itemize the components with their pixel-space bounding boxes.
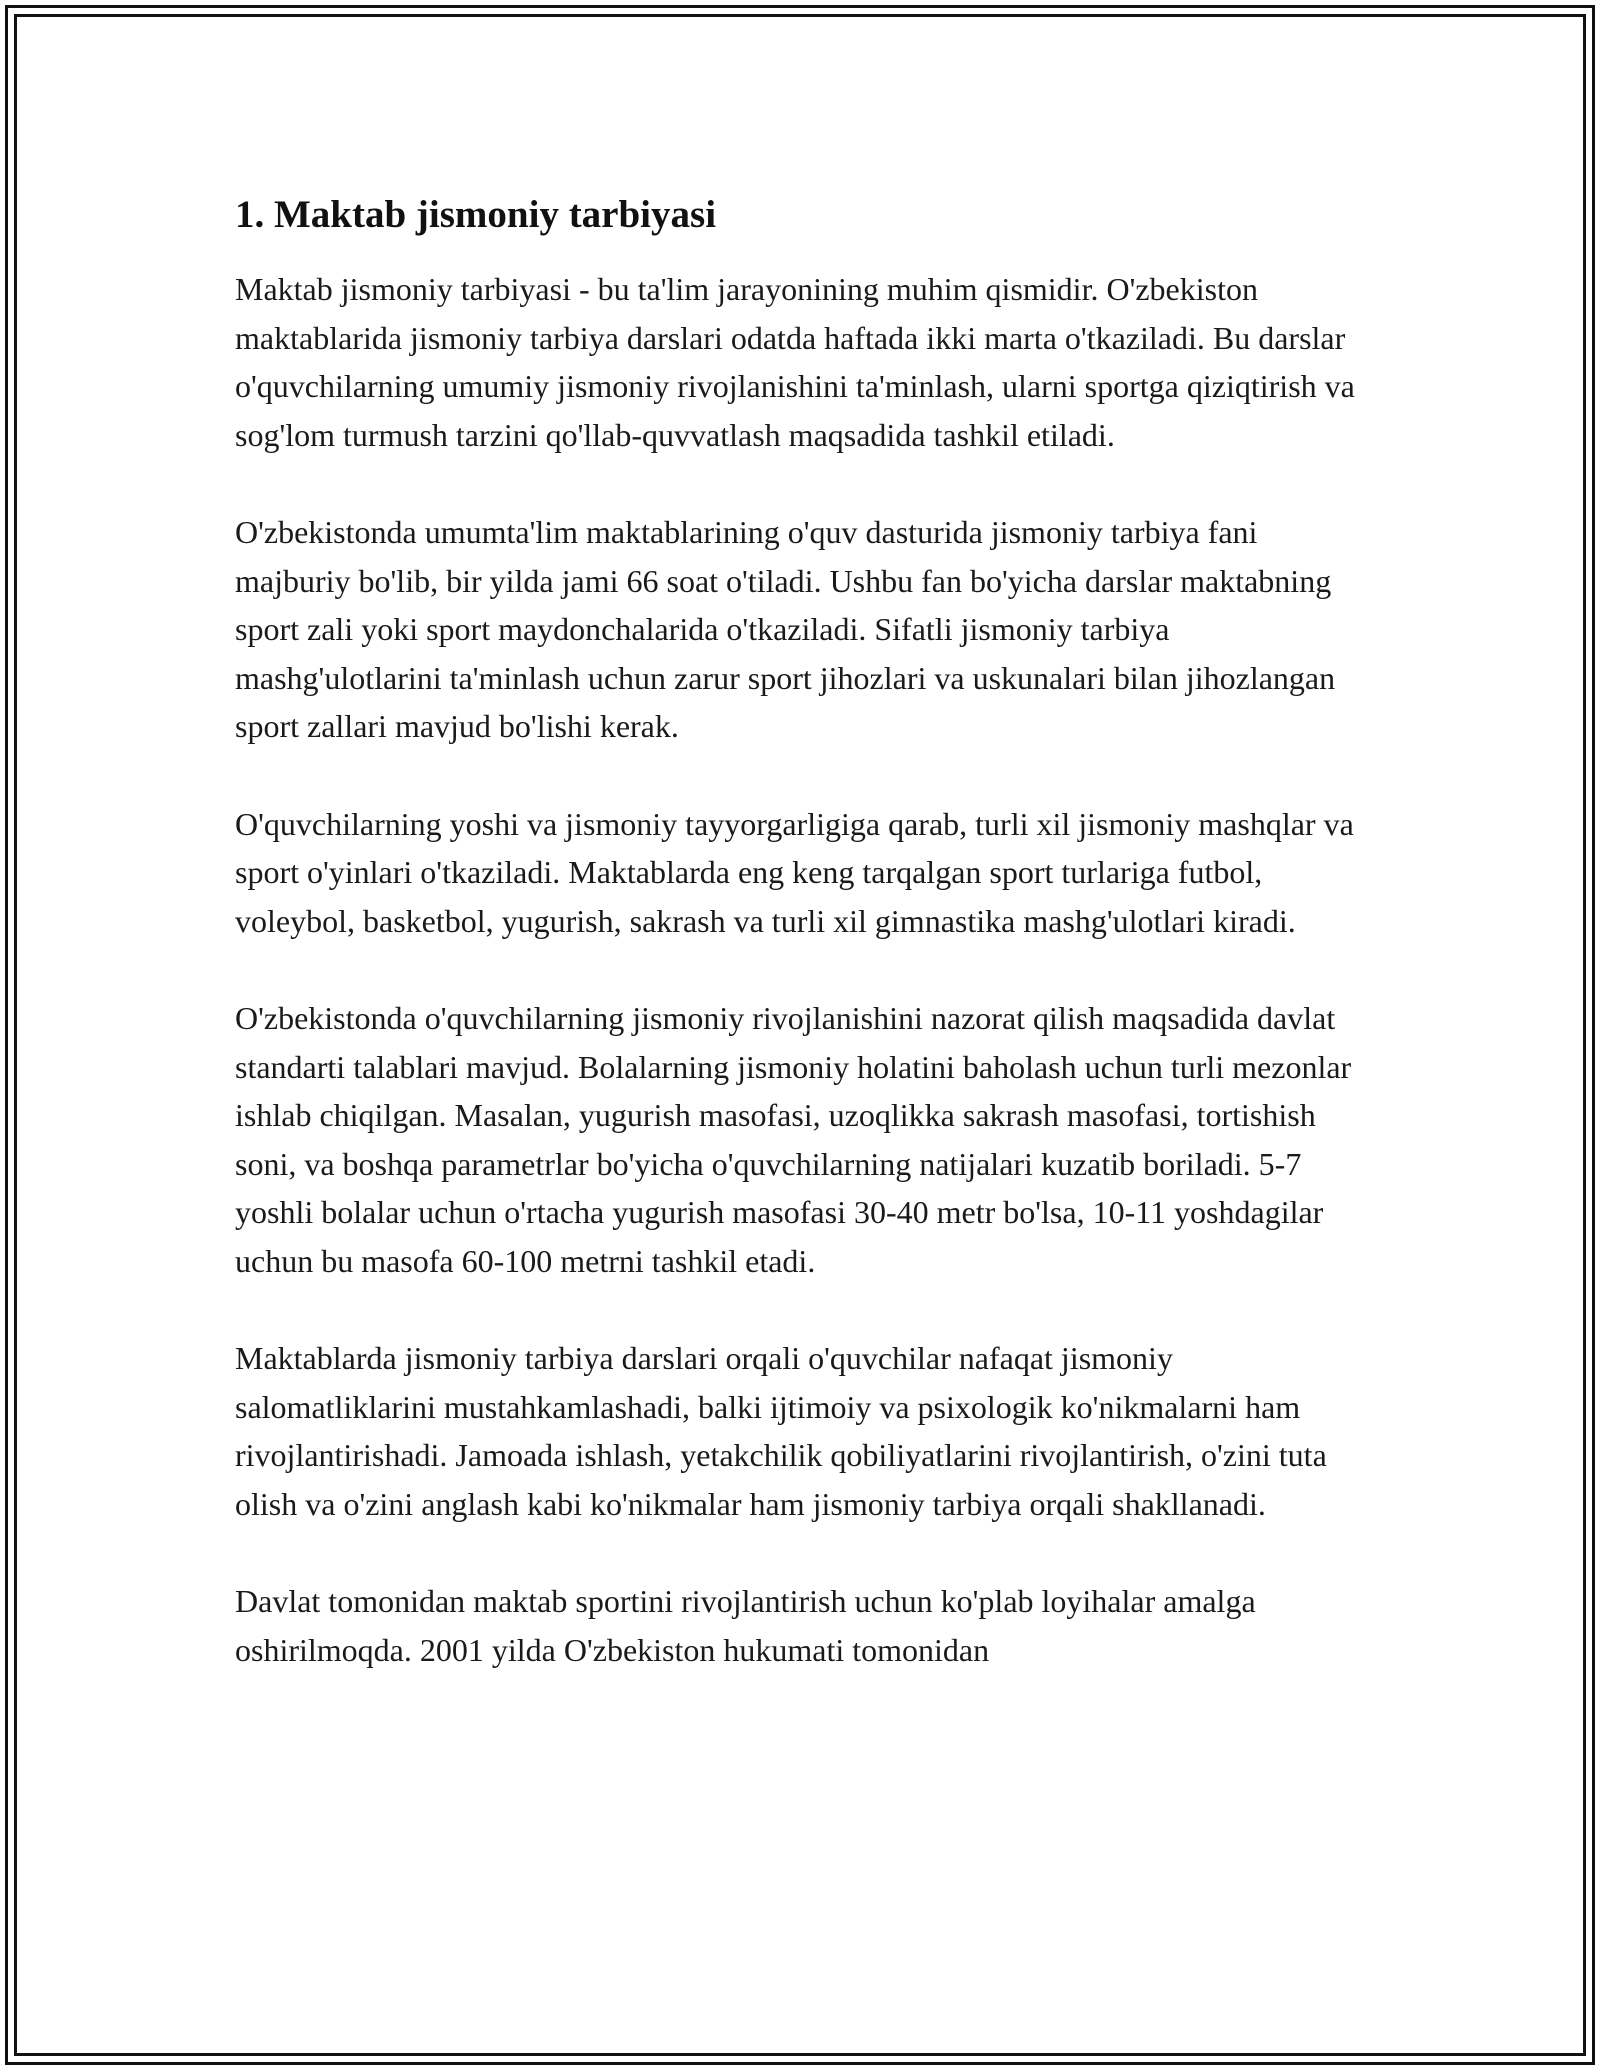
paragraph-3: O'quvchilarning yoshi va jismoniy tayyorgarligiga qarab, turli xil jismoniy mashqlar va sport o'yinlari o'tkaziladi. Maktablarda eng keng tarqalgan sport turlariga futbol, voleybol, basketbol, yugurish, sakrash va turli xil gimnastika mashg'ulotlari kiradi. (235, 805, 1354, 939)
paragraph-4: O'zbekistonda o'quvchilarning jismoniy rivojlanishini nazorat qilish maqsadida davlat standarti talablari mavjud. Bolalarning jismoniy holatini baholash uchun turli mezonlar ishlab chiqilgan. Masalan, yugurish masofasi, uzoqlikka sakrash masofasi, tortishish soni, va boshqa parametrlar bo'yicha o'quvchilarning natijalari kuzatib boriladi. 5-7 yoshli bolalar uchun o'rtacha yugurish masofasi 30-40 metr bo'lsa, 10-11 yoshdagilar uchun bu masofa 60-100 metrni tashkil etadi. (235, 1000, 1352, 1279)
paragraph-2: O'zbekistonda umumta'lim maktablarining o'quv dasturida jismoniy tarbiya fani majburiy bo'lib, bir yilda jami 66 soat o'tiladi. Ushbu fan bo'yicha darslar maktabning sport zali yoki sport maydonchalarida o'tkaziladi. Sifatli jismoniy tarbiya mashg'ulotlarini ta'minlash uchun zarur sport jihozlari va uskunalari bilan jihozlangan sport zallari mavjud bo'lishi kerak. (235, 514, 1336, 744)
section-heading: 1. Maktab jismoniy tarbiyasi (235, 193, 717, 236)
document-body (235, 186, 1370, 1674)
paragraph-5: Maktablarda jismoniy tarbiya darslari orqali o'quvchilar nafaqat jismoniy salomatliklarini mustahkamlashadi, balki ijtimoiy va psixologik ko'nikmalarni ham rivojlantirishadi. Jamoada ishlash, yetakchilik qobiliyatlarini rivojlantirish, o'zini tuta olish va o'zini anglash kabi ko'nikmalar ham jismoniy tarbiya orqali shakllanadi. (235, 1340, 1327, 1522)
paragraph-6: Davlat tomonidan maktab sportini rivojlantirish uchun ko'plab loyihalar amalga oshirilmoqda. 2001 yilda O'zbekiston hukumati tomonidan (235, 1583, 1256, 1668)
paragraph-1: Maktab jismoniy tarbiyasi - bu ta'lim jarayonining muhim qismidir. O'zbekiston maktablarida jismoniy tarbiya darslari odatda haftada ikki marta o'tkaziladi. Bu darslar o'quvchilarning umumiy jismoniy rivojlanishini ta'minlash, ularni sportga qiziqtirish va sog'lom turmush tarzini qo'llab-quvvatlash maqsadida tashkil etiladi. (235, 271, 1355, 453)
